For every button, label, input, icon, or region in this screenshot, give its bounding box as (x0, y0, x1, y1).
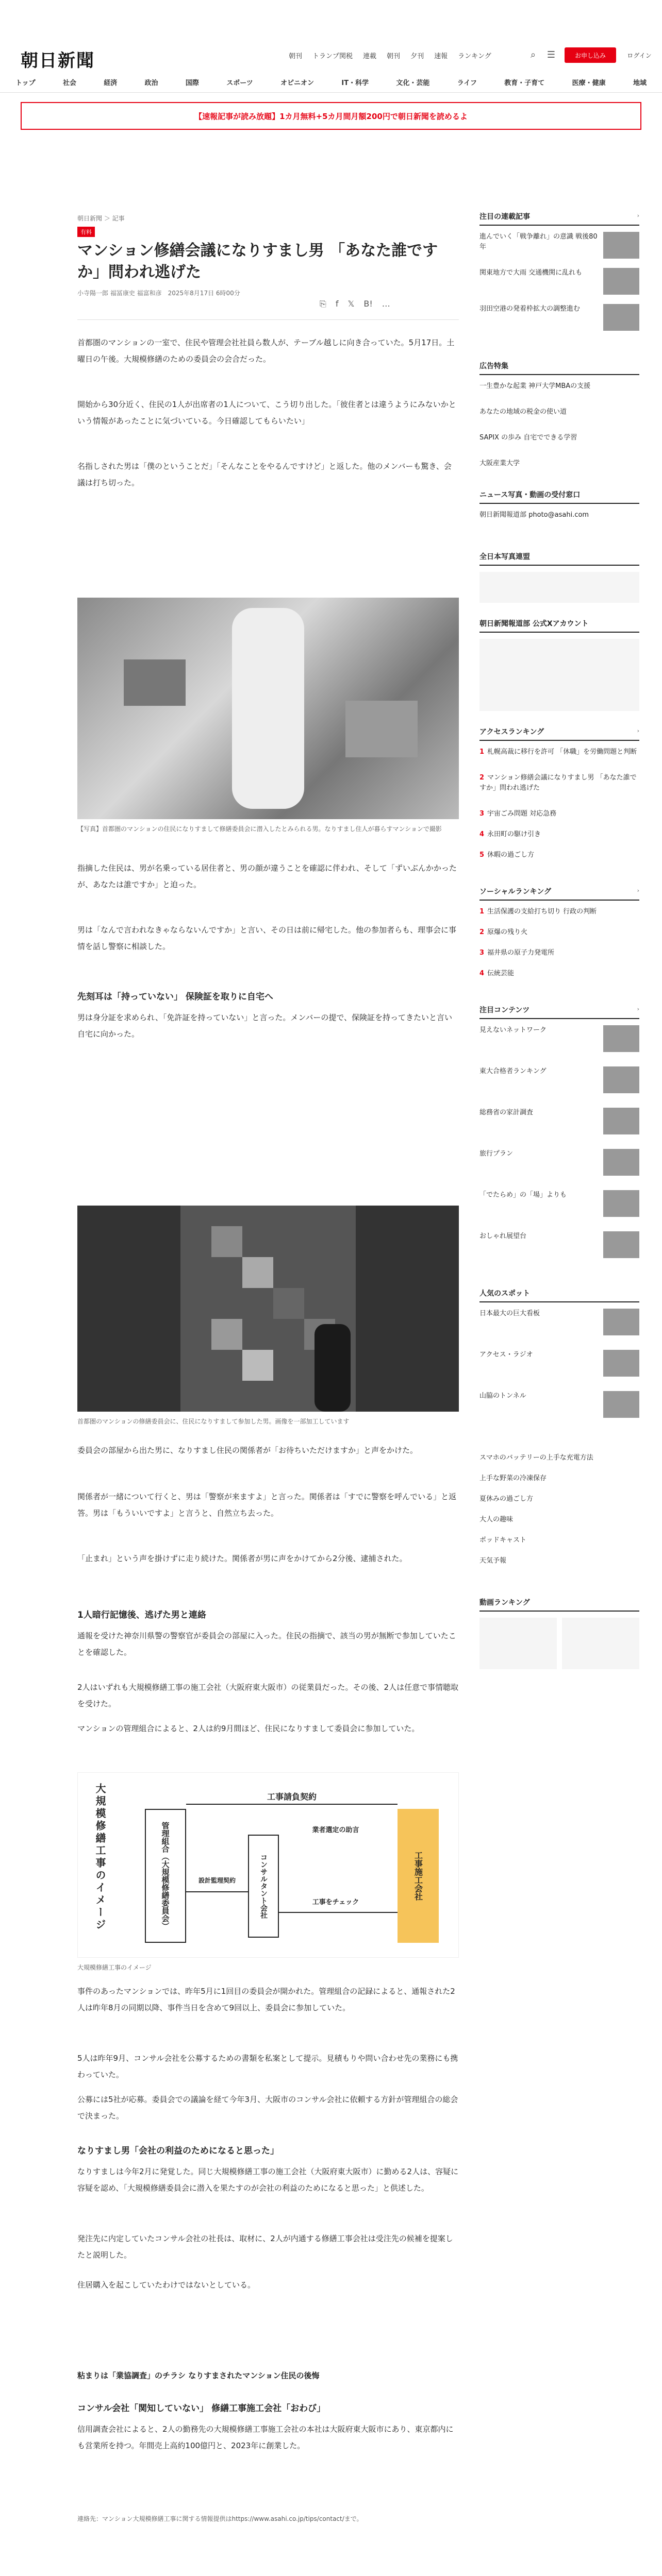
article-photo[interactable] (77, 598, 459, 819)
content-item[interactable]: おしゃれ展望台 (479, 1232, 527, 1240)
sidebar-heading (479, 361, 639, 375)
divider (77, 319, 459, 320)
social-item[interactable] (479, 907, 639, 917)
body-paragraph: なりすましは今年2月に発覚した。同じ大規模修繕工事の施工会社（大阪府東大阪市）に勤める2人は、容疑に容疑を認め、「大規模修繕委員会に潜入を果たすのが会社の利益のためになると思った」と供述した。 (77, 2167, 459, 2193)
sidebar-heading (479, 618, 639, 633)
sidebar-heading (479, 886, 639, 901)
video-thumb[interactable] (479, 1618, 557, 1669)
sidebar-headline[interactable]: 関東地方で大雨 交通機関に乱れも (479, 269, 583, 277)
body-paragraph: 通報を受けた神奈川県警の警察官が委員会の部屋に入った。住民の指摘で、該当の男が無断で参加していたことを確認した。 (77, 1631, 456, 1657)
nav-item[interactable]: 医療・健康 (572, 79, 606, 87)
util-nav-item[interactable]: 連載 (363, 53, 377, 60)
site-logo[interactable]: 朝日新聞 (21, 50, 95, 71)
share-row (320, 299, 390, 309)
social-text: 福井県の原子力発電所 (487, 949, 555, 957)
util-nav-item[interactable]: ランキング (458, 53, 491, 60)
topic-link[interactable]: 上手な野菜の冷凍保存 (479, 1475, 547, 1482)
news-contact[interactable]: 朝日新聞報道部 photo@asahi.com (479, 511, 589, 519)
sidebar-heading-text: ニュース写真・動画の受付窓口 (479, 491, 581, 499)
header (0, 0, 662, 93)
x-icon[interactable]: 𝕏 (347, 299, 355, 309)
more-link[interactable]: › (637, 887, 639, 894)
sidebar-heading (479, 211, 639, 226)
arrow-label: 設計監理契約 (198, 1877, 236, 1884)
social-text: 生活保護の支給打ち切り 行政の判断 (487, 908, 597, 916)
more-icon[interactable]: … (382, 299, 390, 309)
topic-link[interactable]: ポッドキャスト (479, 1536, 527, 1544)
sidebar-heading-text: 動画ランキング (479, 1599, 530, 1607)
util-nav-item[interactable]: 朝刊 (289, 53, 303, 60)
rank-number: 4 (479, 831, 485, 838)
sidebar-heading-text: 人気のスポット (479, 1290, 530, 1298)
sidebar-heading-text: 注目コンテンツ (479, 1006, 530, 1014)
content-thumb (603, 1066, 639, 1093)
promo-banner[interactable]: 【速報記事が読み放題】1カ月無料+5カ月間月額200円で朝日新聞を読めるよ (21, 102, 641, 130)
ranking-item[interactable] (479, 773, 639, 793)
x-embed[interactable] (479, 639, 639, 711)
ranking-item[interactable] (479, 850, 639, 860)
rank-number: 3 (479, 810, 485, 818)
body-paragraph: 関係者が一緒について行くと、男は「警察が来ますよ」と言った。関係者は「すでに警察を呼んでいる」と返答。男は「もういいですよ」と言うと、自然立ち去った。 (77, 1492, 457, 1518)
nav-item[interactable]: ライフ (457, 79, 477, 87)
sidebar-heading-text: 広告特集 (479, 362, 508, 370)
banner[interactable] (479, 572, 639, 603)
ad-item[interactable]: あなたの地域の税金の使い道 (479, 408, 567, 416)
more-link[interactable]: › (637, 727, 639, 734)
social-item[interactable] (479, 969, 639, 979)
ranking-item[interactable] (479, 829, 639, 840)
byline: 小寺陽一郎 福冨康史 福富和彦 2025年8月17日 6時00分 (77, 290, 240, 297)
bookmark-icon[interactable]: ⎘ (320, 299, 326, 309)
rank-number: 5 (479, 851, 485, 859)
util-nav-item[interactable]: トランプ関税 (312, 53, 353, 60)
social-text: 原爆の残り火 (487, 928, 528, 936)
lead-paragraph: 首都圏のマンションの一室で、住民や管理会社社員ら数人が、テーブル越しに向き合っていた。5月17日。土曜日の午後。大規模修繕のための委員会の会合だった。 (77, 338, 455, 364)
sidebar-heading (479, 489, 639, 504)
video-thumb[interactable] (562, 1618, 639, 1669)
menu-icon[interactable]: ☰ (547, 49, 556, 60)
content-item[interactable]: 東大合格者ランキング (479, 1067, 547, 1075)
topic-link[interactable]: 大人の趣味 (479, 1516, 514, 1523)
sidebar-heading (479, 1288, 639, 1302)
section-heading: 先刻耳は「持っていない」 保険証を取りに自宅へ (77, 992, 273, 1002)
owner-box: 管理組合（大規模修繕委員会） (145, 1809, 186, 1943)
diagram-label: 大規模修繕工事のイメージ (94, 1783, 106, 1931)
topic-link[interactable]: 夏休みの過ごし方 (479, 1495, 534, 1503)
utility-nav (289, 50, 491, 60)
lead-paragraph: 名指しされた男は「僕のということだ」「そんなことをやるんですけど」と返した。他のメンバーも驚き、会議は打ち切った。 (77, 462, 452, 487)
sidebar-heading-text: 全日本写真連盟 (479, 553, 530, 561)
body-paragraph: 事件のあったマンションでは、昨年5月に1回目の委員会が開かれた。管理組合の記録によると、通報された2人は昨年8月の同期以降、事件当日を含めて9回以上、委員会に参加していた。 (77, 1987, 455, 2012)
popular-thumb (603, 1309, 639, 1335)
sidebar-thumb (603, 232, 639, 259)
content-thumb (603, 1190, 639, 1217)
contract-arrow (186, 1804, 398, 1805)
popular-thumb (603, 1391, 639, 1418)
util-nav-item[interactable]: 速報 (434, 53, 448, 60)
rank-number: 1 (479, 908, 485, 916)
nav-item[interactable]: 文化・芸能 (396, 79, 430, 87)
body-paragraph: 「止まれ」という声を掛けずに走り続けた。関係者が男に声をかけてから2分後、逮捕された。 (77, 1554, 407, 1563)
rank-number: 3 (479, 949, 485, 957)
util-nav-item[interactable]: 朝刊 (387, 53, 401, 60)
popular-item[interactable]: 日本最大の巨大看板 (479, 1310, 540, 1317)
content-item[interactable]: 旅行プラン (479, 1150, 514, 1158)
photo-caption: 首都圏のマンションの修繕委員会に、住民になりすまして参加した男。画像を一部加工しています (77, 1418, 350, 1425)
arrow-line (186, 1891, 248, 1892)
content-thumb (603, 1149, 639, 1176)
section-heading: 1人暗行記憶後、逃げた男と連絡 (77, 1610, 206, 1620)
content-item[interactable]: 見えないネットワーク (479, 1026, 547, 1034)
social-item[interactable] (479, 927, 639, 938)
section-heading: なりすまし男「会社の利益のためになると思った」 (77, 2146, 279, 2156)
facebook-icon[interactable]: f (335, 299, 339, 309)
more-link[interactable]: › (637, 1006, 639, 1012)
body-paragraph: 2人はいずれも大規模修繕工事の施工会社（大阪府東大阪市）の従業員だった。その後、2人は任意で事情聴取を受けた。 (77, 1683, 459, 1708)
sidebar-heading-text: 注目の連載記事 (479, 213, 530, 221)
content-thumb (603, 1108, 639, 1134)
lead-paragraph: 開始から30分近く、住民の1人が出席者の1人について、こう切り出した。「彼住者とは違うようにみないかという情報があったことに気づいている。今日確認してもらいたい」 (77, 400, 456, 426)
content-item[interactable]: 総務省の家計調査 (479, 1109, 534, 1116)
sidebar-heading (479, 1597, 639, 1612)
ranking-item[interactable] (479, 747, 639, 757)
sidebar-heading-text: アクセスランキング (479, 728, 544, 736)
social-text: 伝統芸能 (487, 970, 515, 977)
nav-item[interactable]: オピニオン (280, 79, 315, 87)
contractor-box: 工事施工会社 (398, 1809, 439, 1943)
nav-item[interactable]: 政治 (144, 79, 158, 87)
nav-item[interactable]: スポーツ (226, 79, 253, 87)
rank-number: 2 (479, 928, 485, 936)
sidebar-heading (479, 726, 639, 741)
arrow-label: 工事をチェック (312, 1899, 359, 1906)
topic-link[interactable]: スマホのバッテリーの上手な充電方法 (479, 1454, 593, 1462)
body-paragraph: 指摘した住民は、男が名乗っている居住者と、男の顔が違うことを確認に伴われ、そして「ずいぶんかかったが、あなたは誰ですか」と迫った。 (77, 863, 457, 889)
nav-item[interactable]: 国際 (185, 79, 199, 87)
article-headline: マンション修繕会議になりすまし男 「あなた誰ですか」問われ逃げた (77, 242, 438, 281)
popular-thumb (603, 1350, 639, 1377)
related-heading-link[interactable]: 粘まりは「業協調査」のチラシ なりすまされたマンション住民の後悔 (77, 2371, 320, 2380)
util-nav-item[interactable]: 夕刊 (410, 53, 424, 60)
sidebar-thumb (603, 304, 639, 331)
arrow-line (279, 1912, 398, 1913)
more-link[interactable]: › (637, 212, 639, 219)
body-paragraph: 公募には5社が応募。委員会での議論を経て今年3月、大阪市のコンサル会社に依頼する方針が管理組合の総会で決まった。 (77, 2095, 458, 2121)
body-paragraph: 男は「なんで言われなきゃならないんですか」と言い、その日は前に帰宅した。他の参加者らも、理事会に事情を話し警察に相談した。 (77, 925, 457, 951)
contract-label: 工事請負契約 (267, 1792, 317, 1802)
sidebar-heading-text: 朝日新聞報道部 公式Xアカウント (479, 620, 589, 628)
rank-number: 4 (479, 970, 485, 977)
content-item[interactable]: 「でたらめ」の「場」よりも (479, 1191, 567, 1199)
ad-item[interactable]: 大阪産業大学 (479, 460, 520, 467)
ranking-item[interactable] (479, 809, 639, 819)
paid-tag: 有料 (77, 227, 95, 237)
hatena-icon[interactable]: B! (363, 299, 373, 309)
nav-item[interactable]: 社会 (62, 79, 76, 87)
nav-item[interactable]: 経済 (104, 79, 118, 87)
search-icon[interactable]: ⌕ (530, 49, 536, 60)
body-paragraph: 5人は昨年9月、コンサル会社を公募するための書類を私案として提示。見積もりや問い合わせ先の業務にも携わっていた。 (77, 2054, 458, 2079)
content-thumb (603, 1025, 639, 1052)
breadcrumb[interactable]: 朝日新聞 ＞ 記事 (77, 215, 125, 222)
ranking-text: 休暇の過ごし方 (487, 851, 535, 859)
ranking-text: 札幌高裁に移行を許可 「休職」を労働問題と判断 (487, 748, 637, 756)
topic-link[interactable]: 天気予報 (479, 1557, 507, 1565)
popular-item[interactable]: アクセス・ラジオ (479, 1351, 533, 1359)
sidebar-heading-text: ソーシャルランキング (479, 888, 552, 896)
sidebar-headline[interactable]: 羽田空港の発着枠拡大の調整進む (479, 305, 581, 313)
sidebar-thumb (603, 268, 639, 295)
login-button[interactable]: ログイン (627, 52, 652, 59)
body-paragraph: 男は身分証を求められ、「免許証を持っていない」と言った。メンバーの提で、保険証を持ってきたいと言い自宅に向かった。 (77, 1013, 453, 1039)
sidebar-heading (479, 1005, 639, 1019)
rank-number: 1 (479, 748, 485, 756)
ranking-text: 宇宙ごみ問題 対応急務 (487, 810, 557, 818)
rank-number: 2 (479, 774, 485, 782)
subscribe-button[interactable]: お申し込み (565, 47, 616, 63)
contact-note: 連絡先：マンション大規模修繕工事に関する情報提供はhttps://www.asahi.co.jp/tips/contact/まで。 (77, 2515, 363, 2522)
repair-diagram (77, 1772, 459, 1958)
diagram-caption: 大規模修繕工事のイメージ (77, 1964, 152, 1971)
ad-item[interactable]: SAPIX の歩み 自宅でできる学習 (479, 434, 577, 442)
consultant-box: コンサルタント会社 (248, 1835, 279, 1938)
nav-item[interactable]: トップ (15, 79, 36, 87)
ad-item[interactable]: 一生豊かな起業 神戸大学MBAの支援 (479, 382, 591, 390)
body-paragraph: マンションの管理組合によると、2人は約9月間ほど、住民になりすまして委員会に参加していた。 (77, 1724, 420, 1733)
body-paragraph: 信用調査会社によると、2人の勤務先の大規模修繕工事施工会社の本社は大阪府東大阪市にあり、東京都内にも営業所を持つ。年間売上高約100億円と、2023年に創業した。 (77, 2425, 454, 2450)
body-paragraph: 住居購入を起こしていたわけではないとしている。 (77, 2280, 256, 2290)
nav-item[interactable]: IT・科学 (341, 79, 369, 87)
section-heading: コンサル会社「関知していない」 修繕工事施工会社「おわび」 (77, 2403, 326, 2414)
social-item[interactable] (479, 948, 639, 958)
body-paragraph: 発注先に内定していたコンサル会社の社長は、取材に、2人が内通する修繕工事会社は受注先の候補を提案したと説明した。 (77, 2234, 453, 2260)
ranking-text: マンション修繕会議になりすまし男 「あなた誰ですか」問われ逃げた (479, 774, 637, 792)
content-thumb (603, 1231, 639, 1258)
photo-caption: 【写真】首都圏のマンションの住民になりすまして修繕委員会に潜入したとみられる男。なりすまし住人が暮らすマンションで撮影 (77, 825, 442, 833)
sidebar-heading (479, 551, 639, 566)
ranking-text: 永田町の駆け引き (487, 831, 541, 838)
nav-item[interactable]: 地域 (633, 79, 647, 87)
main-nav (15, 72, 647, 93)
popular-item[interactable]: 山脇のトンネル (479, 1392, 526, 1400)
nav-item[interactable]: 教育・子育て (504, 79, 545, 87)
arrow-label: 業者選定の助言 (312, 1826, 359, 1834)
body-paragraph: 委員会の部屋から出た男に、なりすまし住民の関係者が「お待ちいただけますか」と声をかけた。 (77, 1446, 418, 1455)
sidebar-headline[interactable]: 進んでいく「戦争離れ」の意識 戦後80年 (479, 233, 598, 251)
mosaic-photo[interactable] (77, 1206, 459, 1412)
